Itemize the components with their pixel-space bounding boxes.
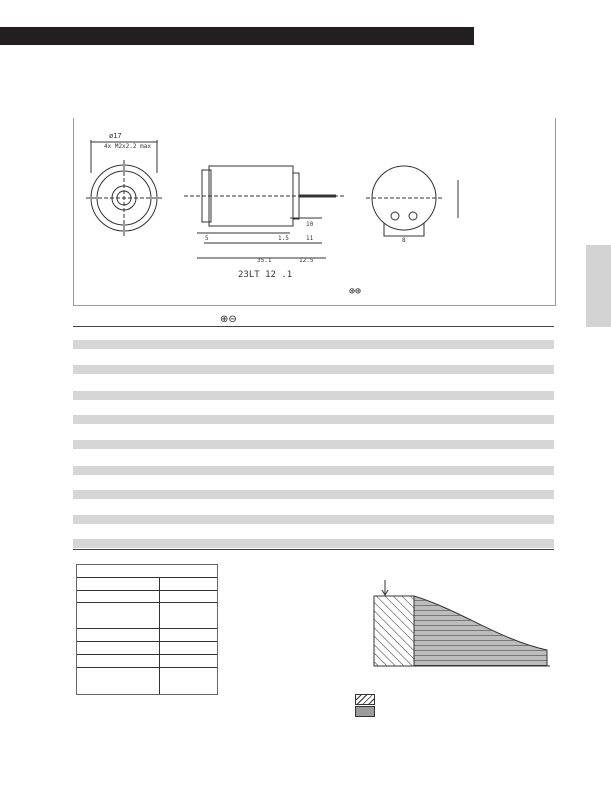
table-row: [73, 440, 554, 449]
table-bottom-rule: [73, 549, 554, 550]
table-row: [73, 515, 554, 524]
dim-5: 5: [205, 235, 209, 242]
table-row: [73, 415, 554, 424]
table-row: [73, 391, 554, 400]
model-label: 23LT 12 .1: [238, 270, 293, 280]
top-bar: [0, 27, 474, 45]
table-row: [77, 654, 217, 655]
side-tab: [586, 245, 611, 327]
symbol-icons: ⊕⊕: [349, 286, 362, 297]
column-divider: [159, 577, 160, 694]
dim-d17: ø17: [109, 132, 122, 140]
dim-10: 10: [306, 221, 314, 228]
table-top-rule: [73, 326, 554, 327]
legend-solid-swatch: [355, 706, 375, 717]
table-row: [73, 365, 554, 374]
table-row: [77, 628, 217, 629]
technical-drawing: [73, 118, 556, 306]
table-row: [77, 641, 217, 642]
dim-11: 11: [306, 235, 314, 242]
continuous-zone: [414, 596, 547, 666]
table-row: [73, 340, 554, 349]
dim-1-5: 1.5: [278, 235, 289, 242]
legend-hatch-swatch: [355, 694, 375, 705]
header-symbol-icons: ⊕⊖: [220, 314, 237, 325]
table-row: [73, 490, 554, 499]
operating-range-graph: [360, 580, 555, 675]
dim-8: 8: [402, 237, 406, 244]
table-row: [77, 602, 217, 603]
table-row: [77, 590, 217, 591]
small-spec-table: [76, 564, 218, 695]
dim-shaft: 12.5: [299, 257, 314, 264]
table-row: [77, 667, 217, 668]
table-row: [73, 466, 554, 475]
table-row: [73, 539, 554, 548]
intermittent-zone: [374, 596, 414, 666]
dim-len: 35.1: [257, 257, 272, 264]
dim-thread: 4x M2x2.2 max: [104, 143, 151, 150]
table-row: [77, 577, 217, 578]
